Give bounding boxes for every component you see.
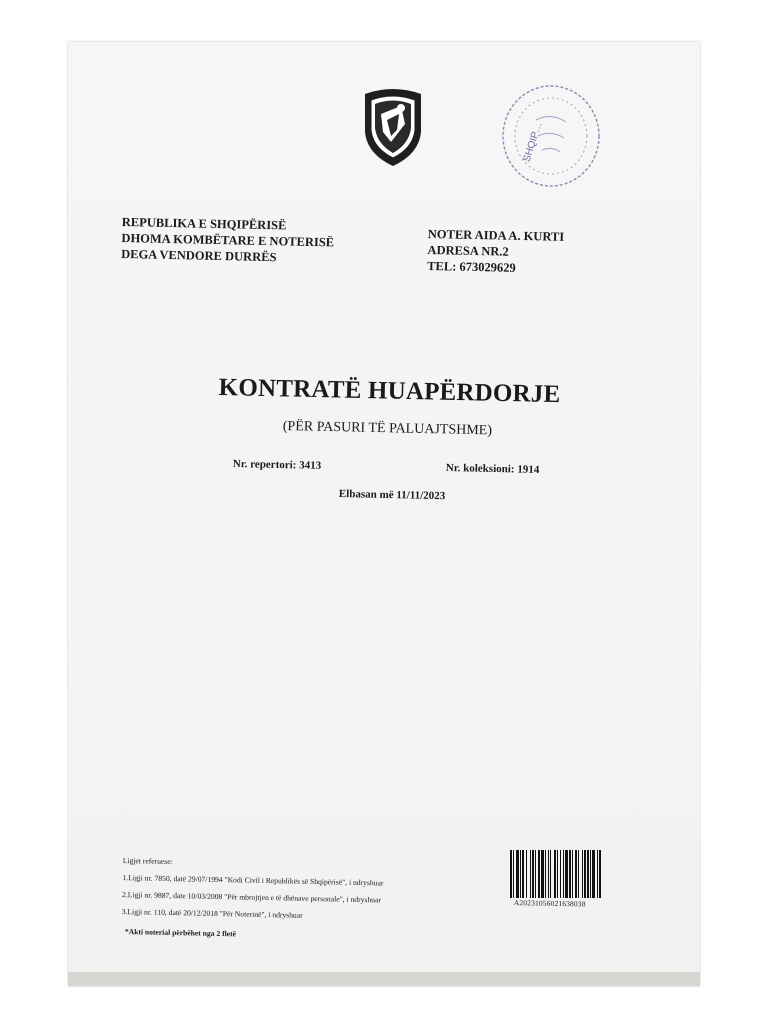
barcode-bar xyxy=(575,850,577,898)
header-line-chamber: DHOMA KOMBËTARE E NOTERISË xyxy=(121,230,335,250)
law-item: 3.Ligji nr. 110, datë 20/12/2018 "Për Noterinë", i ndryshuar xyxy=(121,906,303,920)
barcode-bar xyxy=(557,850,558,898)
round-notary-stamp-icon xyxy=(496,80,606,192)
barcode-bar xyxy=(565,850,568,898)
issuer-header xyxy=(121,214,335,266)
barcode-bar xyxy=(563,850,564,898)
barcode-bar xyxy=(590,850,591,898)
barcode-bar xyxy=(569,850,571,898)
barcode-bar xyxy=(578,850,579,898)
place-date: Elbasan më 11/11/2023 xyxy=(338,488,446,503)
sheet-count-note: *Akti noterial përbëhet nga 2 fletë xyxy=(124,927,237,939)
header-line-branch: DEGA VENDORE DURRËS xyxy=(121,246,277,265)
barcode-number: A20231056021638038 xyxy=(513,898,586,909)
law-item: 1.Ligji nr. 7850, datë 29/07/1994 "Kodi Civil i Republikës së Shqipërisë", i ndryshuar xyxy=(122,872,384,888)
barcode-bar xyxy=(592,850,595,898)
barcode-bar xyxy=(532,850,534,898)
barcode-icon xyxy=(510,850,642,898)
barcode-bar xyxy=(560,850,561,898)
barcode-bar xyxy=(522,850,524,898)
barcode-bar xyxy=(597,850,598,898)
notary-phone: TEL: 673029629 xyxy=(427,258,516,275)
barcode-bar xyxy=(510,850,512,898)
repertori-number: Nr. repertori: 3413 xyxy=(232,458,322,472)
document-title: KONTRATË HUAPËRDORJE xyxy=(218,374,561,409)
koleksioni-number: Nr. koleksioni: 1914 xyxy=(445,462,540,476)
header-line-country: REPUBLIKA E SHQIPËRISË xyxy=(121,214,287,233)
page-edge xyxy=(68,972,700,986)
barcode-bar xyxy=(530,850,531,898)
barcode-bar xyxy=(599,850,601,898)
notary-name: NOTER AIDA A. KURTI xyxy=(427,226,565,244)
barcode-bar xyxy=(535,850,536,898)
barcode-bar xyxy=(520,850,521,898)
barcode-bar xyxy=(541,850,544,898)
barcode-bar xyxy=(545,850,546,898)
document-subtitle: (PËR PASURI TË PALUAJTSHME) xyxy=(282,419,493,439)
barcode-bar xyxy=(587,850,589,898)
barcode-bar xyxy=(582,850,583,898)
reference-laws xyxy=(122,852,384,925)
law-item: 2.Ligji nr. 9887, date 10/03/2008 "Për mbrojtjen e të dhënave personale", i ndryshuar xyxy=(122,889,381,905)
notary-header xyxy=(427,226,564,277)
notary-chamber-emblem-icon xyxy=(361,84,425,168)
barcode-bar xyxy=(572,850,573,898)
barcode-bar xyxy=(526,850,527,898)
barcode-bar xyxy=(513,850,514,898)
barcode-bar xyxy=(538,850,540,898)
notary-address: ADRESA NR.2 xyxy=(427,242,509,259)
barcode-bar xyxy=(516,850,519,898)
barcode-bar xyxy=(550,850,551,898)
laws-heading: Ligjet referuese: xyxy=(122,855,173,867)
barcode-bar xyxy=(584,850,586,898)
barcode-bar xyxy=(554,850,556,898)
barcode-bar xyxy=(548,850,549,898)
stamp-text: SHQIP… xyxy=(521,120,545,164)
